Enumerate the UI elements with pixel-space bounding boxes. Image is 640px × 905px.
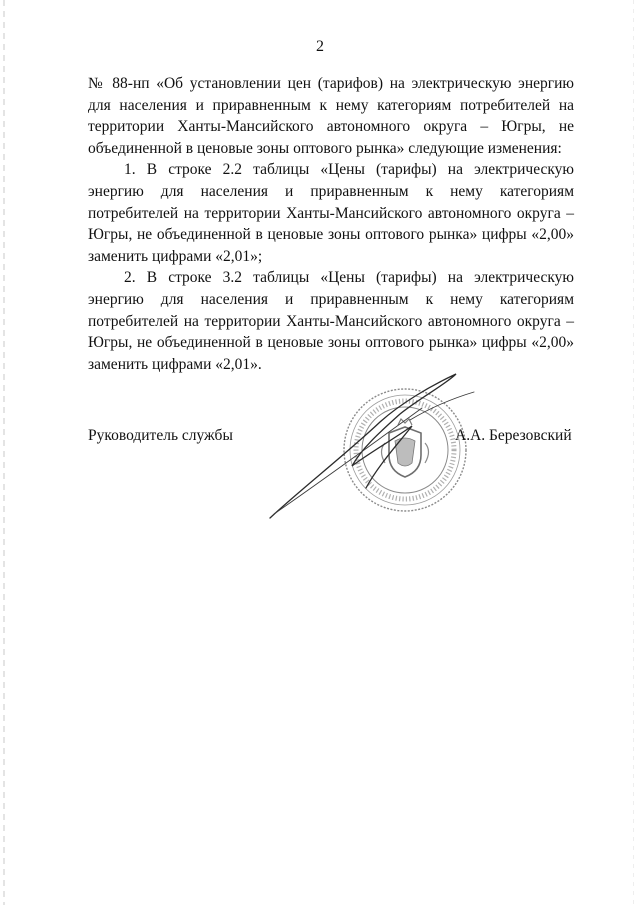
amendment-item-2: 2. В строке 3.2 таблицы «Цены (тарифы) на электрическую энергию для населения и приравненным к нему категориям потребителей на территории Ханты-Мансийского автономного округа – Югры, не объединенной в ценовые зоны оптового рынка» цифры «2,00» заменить цифрами «2,01». bbox=[88, 269, 574, 373]
handwritten-signature-icon bbox=[260, 362, 490, 532]
signatory-role: Руководитель службы bbox=[88, 427, 233, 444]
document-body bbox=[88, 73, 574, 375]
scan-edge-left bbox=[3, 0, 5, 905]
amendment-item-1: 1. В строке 2.2 таблицы «Цены (тарифы) на электрическую энергию для населения и приравненным к нему категориям потребителей на территории Ханты-Мансийского автономного округа – Югры, не объединенной в ценовые зоны оптового рынка» цифры «2,00» заменить цифрами «2,01»; bbox=[88, 161, 574, 265]
signatory-name: А.А. Березовский bbox=[455, 427, 572, 444]
intro-paragraph: № 88-нп «Об установлении цен (тарифов) на электрическую энергию для населения и приравненным к нему категориям потребителей на территории Ханты-Мансийского автономного округа – Югры, не объединенной в ценовые зоны оптового рынка» следующие изменения: bbox=[88, 75, 574, 157]
page-number: 2 bbox=[316, 38, 324, 55]
scan-edge-right bbox=[633, 0, 634, 905]
